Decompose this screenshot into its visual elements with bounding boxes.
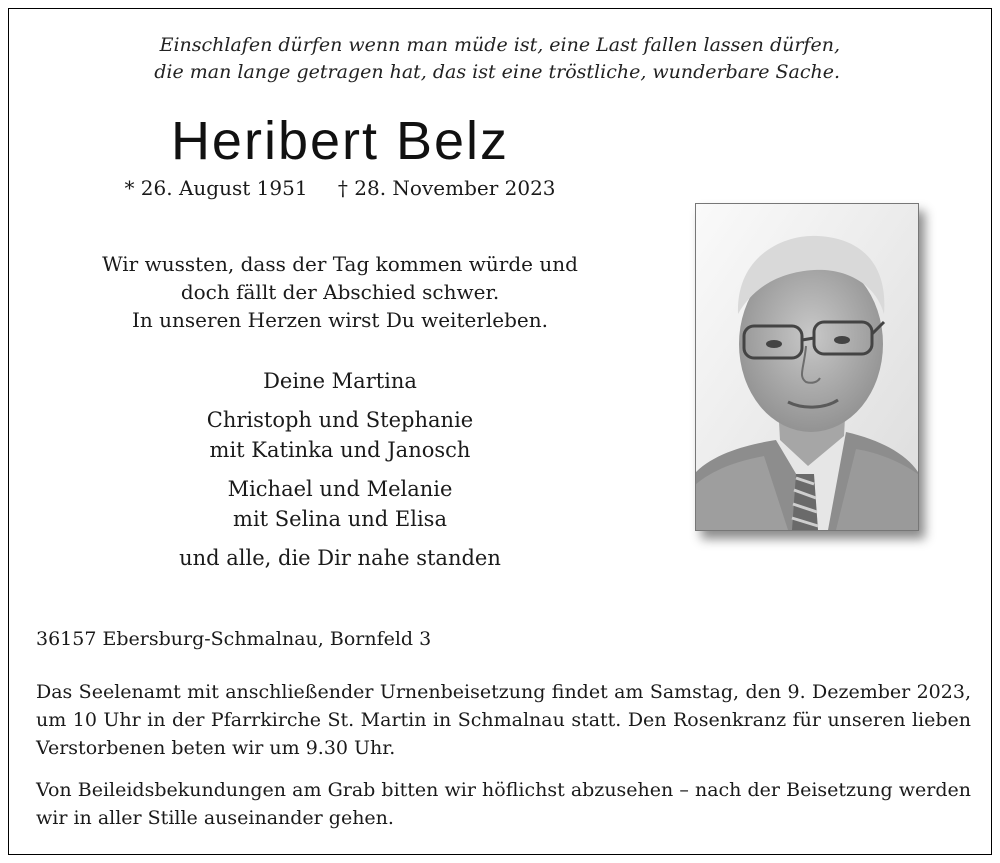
- farewell-line-3: In unseren Herzen wirst Du weiterleben.: [132, 308, 548, 332]
- mourner-grandchildren-1: mit Katinka und Janosch: [209, 438, 471, 462]
- deceased-name: Heribert Belz: [170, 111, 510, 171]
- farewell-text: [60, 250, 620, 334]
- condolence-note: Von Beileidsbekundungen am Grab bitten wir höflichst abzusehen – nach der Beisetzung werden wir in aller Stille auseinander gehen.: [36, 779, 971, 829]
- birth-date: * 26. August 1951: [124, 176, 308, 200]
- farewell-line-1: Wir wussten, dass der Tag kommen würde und: [102, 252, 578, 276]
- mourner-group-3: [60, 474, 620, 534]
- address: 36157 Ebersburg-Schmalnau, Bornfeld 3: [36, 628, 432, 650]
- mourner-group-1: [60, 366, 620, 396]
- mourner-child-2: Michael und Melanie: [227, 477, 453, 501]
- service-info: Das Seelenamt mit anschließender Urnenbeisetzung findet am Samstag, den 9. Dezember 2023, um 10 Uhr in der Pfarrkirche St. Martin in Schmalnau statt. Den Rosenkranz für unseren lieben Verstorbenen beten wir um 9.30 Uhr.: [36, 681, 971, 759]
- mourners-list: [60, 366, 620, 582]
- opening-quote: [60, 32, 900, 86]
- mourner-grandchildren-2: mit Selina und Elisa: [233, 507, 447, 531]
- portrait-image: [696, 204, 918, 530]
- mourner-child-1: Christoph und Stephanie: [206, 408, 474, 432]
- death-date: † 28. November 2023: [337, 176, 556, 200]
- mourner-spouse: Deine Martina: [263, 369, 417, 393]
- mourner-group-4: [60, 543, 620, 573]
- farewell-line-2: doch fällt der Abschied schwer.: [180, 280, 500, 304]
- portrait-photo: [695, 203, 919, 531]
- life-dates: [100, 176, 580, 200]
- quote-line-2: die man lange getragen hat, das ist eine tröstliche, wunderbare Sache.: [154, 61, 840, 83]
- mourner-others: und alle, die Dir nahe standen: [179, 546, 501, 570]
- mourner-group-2: [60, 405, 620, 465]
- quote-line-1: Einschlafen dürfen wenn man müde ist, eine Last fallen lassen dürfen,: [159, 34, 840, 56]
